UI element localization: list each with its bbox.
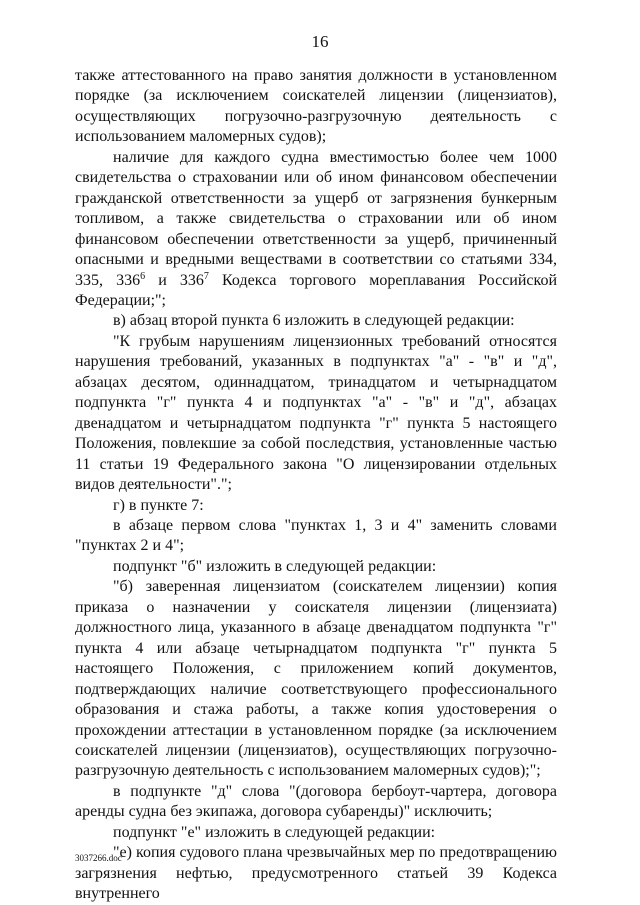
paragraph-gross-violations: "К грубым нарушениям лицензионных требований относятся нарушения требований, указанных в подпунктах "а" - "в" и "д", абзацах десятом, одиннадцатом, тринадцатом и четырнадцатом подпункта "г" пункта 4 и подпунктах "а" - "в" и "д", абзацах двенадцатом и четырнадцатом подпункта "г" пункта 5 настоящего Положения, повлекшие за собой последствия, установленные частью 11 статьи 19 Федерального закона "О лицензировании отдельных видов деятельности"."; — [75, 332, 557, 494]
superscript-6: 6 — [140, 270, 146, 282]
paragraph-subitem-b: подпункт "б" изложить в следующей редакции: — [113, 557, 437, 575]
paragraph-insurance-text-3: Кодекса торгового мореплавания Российской Федерации;"; — [75, 271, 558, 309]
superscript-7: 7 — [203, 270, 209, 282]
paragraph-item-g: г) в пункте 7: — [113, 496, 204, 514]
page-number: 16 — [311, 32, 329, 51]
paragraph-subitem-e-text: "е) копия судового плана чрезвычайных мер по предотвращению загрязнения нефтью, предусмотренного статьей 39 Кодекса внутреннего — [75, 844, 557, 903]
footer-filename: 3037266.doc — [75, 853, 122, 863]
paragraph-insurance-text-2: и 336 — [145, 271, 204, 289]
paragraph-item-v: в) абзац второй пункта 6 изложить в следующей редакции: — [113, 312, 515, 330]
document-body — [75, 66, 557, 905]
paragraph-subitem-e: подпункт "е" изложить в следующей редакции: — [113, 823, 436, 841]
paragraph-subitem-d: в подпункте "д" слова "(договора бербоут-чартера, договора аренды судна без экипажа, договора субаренды)" исключить; — [75, 782, 557, 821]
paragraph-replace-words: в абзаце первом слова "пунктах 1, 3 и 4" заменить словами "пунктах 2 и 4"; — [75, 516, 557, 555]
paragraph-insurance-text: наличие для каждого судна вместимостью более чем 1000 свидетельства о страховании или об ином финансовом обеспечении гражданской ответственности за ущерб от загрязнения бункерным топливом, а также свидетельства о страховании или об ином финансовом обеспечении ответственности за ущерб, причиненный опасными и вредными веществами в соответствии со статьями 334, 335, 336 — [75, 148, 557, 289]
paragraph-subitem-b-text: "б) заверенная лицензиатом (соискателем лицензии) копия приказа о назначении у соискателя лицензии (лицензиата) должностного лица, указанного в абзаце двенадцатом подпункта "г" пункта 4 или абзаце четырнадцатом подпункта "г" пункта 5 настоящего Положения, с приложением копий документов, подтверждающих наличие соответствующего профессионального образования и стажа работы, а также копия удостоверения о прохождении аттестации в установленном порядке (за исключением соискателей лицензии (лицензиатов), осуществляющих погрузочно-разгрузочную деятельность с использованием маломерных судов);"; — [75, 578, 557, 780]
paragraph-continuation: также аттестованного на право занятия должности в установленном порядке (за исключением соискателей лицензии (лицензиатов), осуществляющих погрузочно-разгрузочную деятельность с использованием маломерных судов); — [75, 67, 557, 146]
paragraph-insurance — [75, 148, 557, 312]
